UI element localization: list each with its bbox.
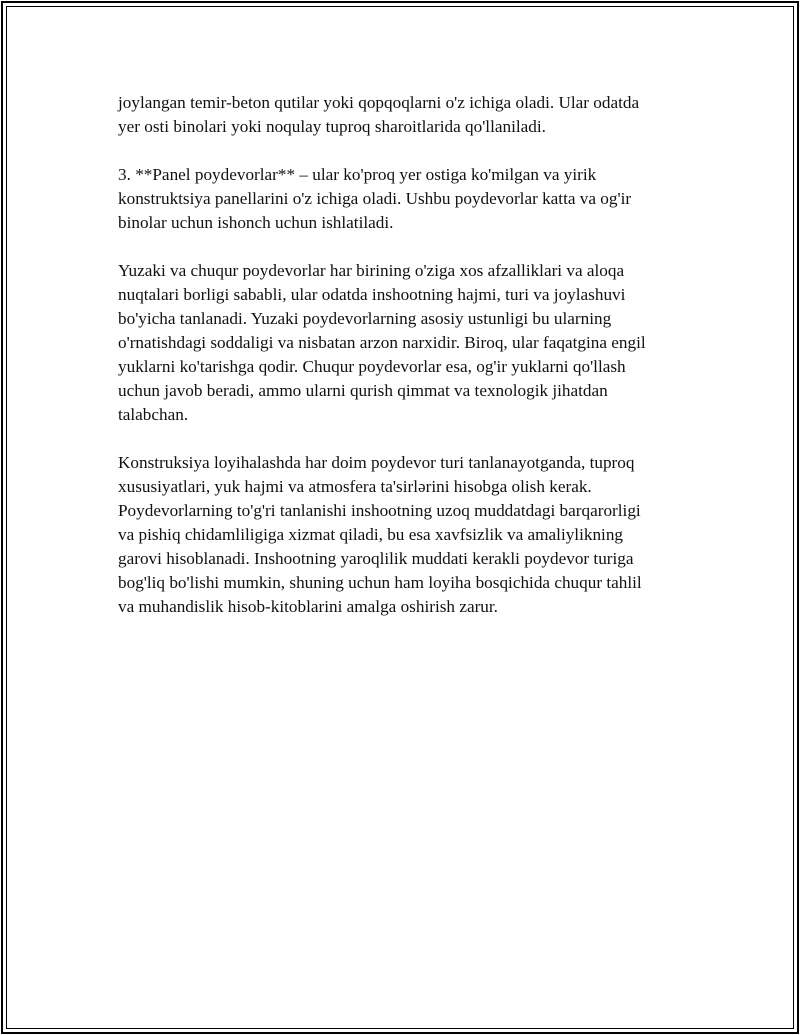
paragraph-continuation: joylangan temir-beton qutilar yoki qopqoqlarni o'z ichiga oladi. Ular odatda yer osti binolari yoki noqulay tuproq sharoitlarida qo'llaniladi. (118, 93, 640, 136)
paragraph-panel-foundations: 3. **Panel poydevorlar** – ular ko'proq yer ostiga ko'milgan va yirik konstruktsiya panellarini o'z ichiga oladi. Ushbu poydevorlar katta va og'ir binolar uchun ishonch uchun ishlatiladi. (118, 165, 632, 232)
paragraph-design-considerations: Konstruksiya loyihalashda har doim poydevor turi tanlanayotganda, tuproq xususiyatlari, yuk hajmi va atmosfera ta'sirlərini hisobga olish kerak. Poydevorlarning to'g'ri tanlanishi inshootning uzoq muddatdagi barqarorligi va pishiq chidamliligiga xizmat qiladi, bu esa xavfsizlik va amaliylikning garovi hisoblanadi. Inshootning yaroqlilik muddati kerakli poydevor turiga bog'liq bo'lishi mumkin, shuning uchun ham loyiha bosqichida chuqur tahlil va muhandislik hisob-kitoblarini amalga oshirish zarur. (118, 453, 642, 616)
document-body (118, 91, 698, 643)
paragraph-shallow-vs-deep: Yuzaki va chuqur poydevorlar har birining o'ziga xos afzalliklari va aloqa nuqtalari borligi sababli, ular odatda inshootning hajmi, turi va joylashuvi bo'yicha tanlanadi. Yuzaki poydevorlarning asosiy ustunligi bu ularning o'rnatishdagi soddaligi va nisbatan arzon narxidir. Biroq, ular faqatgina engil yuklarni ko'tarishga qodir. Chuqur poydevorlar esa, og'ir yuklarni qo'llash uchun javob beradi, ammo ularni qurish qimmat va texnologik jihatdan talabchan. (118, 261, 646, 424)
